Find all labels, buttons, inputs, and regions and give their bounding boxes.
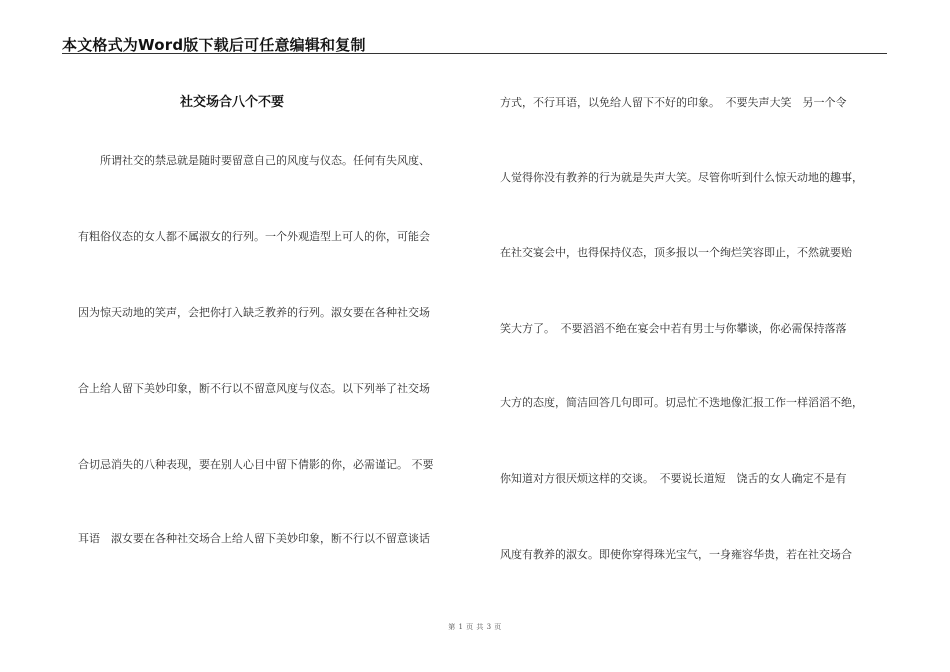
text-line: 人觉得你没有教养的行为就是失声大笑。尽管你听到什么惊天动地的趣事， [500, 171, 863, 184]
text-line: 你知道对方很厌烦这样的交谈。 不要说长道短 饶舌的女人确定不是有 [500, 472, 847, 485]
document-header: 本文格式为Word版下载后可任意编辑和复制 [62, 36, 366, 54]
text-line: 风度有教养的淑女。即使你穿得珠光宝气，一身雍容华贵，若在社交场合 [500, 548, 852, 561]
header-divider [62, 53, 887, 54]
text-line: 大方的态度，简洁回答几句即可。切忌忙不迭地像汇报工作一样滔滔不绝， [500, 396, 863, 409]
text-line: 合切忌消失的八种表现，要在别人心目中留下倩影的你，必需谨记。 不要 [78, 458, 434, 471]
page-number: 第 1 页 共 3 页 [448, 623, 502, 631]
text-line: 在社交宴会中，也得保持仪态，顶多报以一个绚烂笑容即止，不然就要贻 [500, 246, 852, 259]
text-line: 合上给人留下美妙印象，断不行以不留意风度与仪态。以下列举了社交场 [78, 382, 430, 395]
article-title: 社交场合八个不要 [180, 95, 285, 110]
text-line: 笑大方了。 不要滔滔不绝在宴会中若有男士与你攀谈，你必需保持落落 [500, 322, 847, 335]
text-line: 有粗俗仪态的女人都不属淑女的行列。一个外观造型上可人的你，可能会 [78, 230, 430, 243]
text-line: 方式，不行耳语，以免给人留下不好的印象。 不要失声大笑 另一个令 [500, 96, 847, 109]
text-line: 因为惊天动地的笑声，会把你打入缺乏教养的行列。淑女要在各种社交场 [78, 306, 430, 319]
text-line: 耳语 淑女要在各种社交场合上给人留下美妙印象，断不行以不留意谈话 [78, 532, 430, 545]
text-line: 所谓社交的禁忌就是随时要留意自己的风度与仪态。任何有失风度、 [78, 154, 430, 167]
